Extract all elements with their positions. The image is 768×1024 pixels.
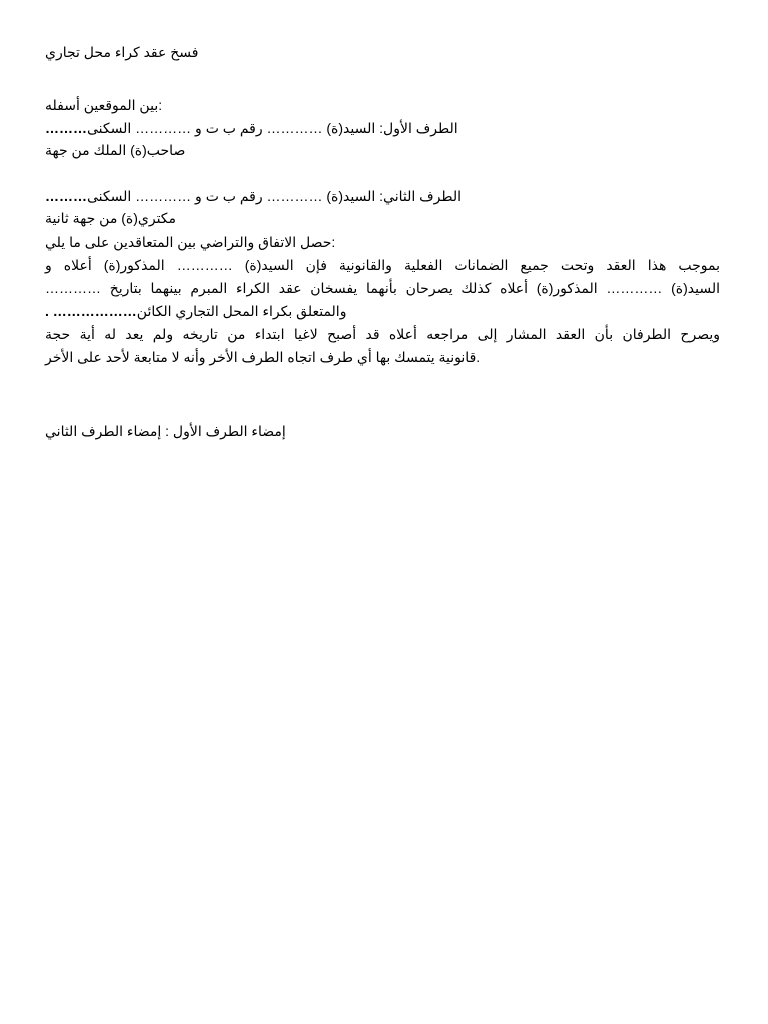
agreement-intro: :حصل الاتفاق والتراضي بين المتعاقدين على ما يلي: [45, 234, 336, 250]
first-party-dots: ………: [45, 120, 87, 136]
second-party-line: [45, 186, 465, 206]
second-party-text: الطرف الثاني: السيد(ة) ………… رقم ب ت و ………… السكنى: [87, 188, 465, 204]
body-line-5: .قانونية يتمسك بها أي طرف اتجاه الطرف الأخر وأنه لا متابعة لأحد على الأخر: [45, 349, 481, 365]
body-line-4: ويصرح الطرفان بأن العقد المشار إلى مراجعه أعلاه قد أصبح لاغيا ابتداء من تاريخه ولم يعد له أية حجة: [45, 326, 720, 342]
document-title: فسخ عقد كراء محل تجاري: [45, 44, 199, 60]
body-line-3-dots: . ………………: [45, 303, 137, 319]
body-line-1: بموجب هذا العقد وتحت جميع الضمانات الفعلية والقانونية فإن السيد(ة) ………… المذكور(ة) أعلاه و: [45, 257, 720, 273]
second-party-dots: ………: [45, 188, 87, 204]
first-party-text: الطرف الأول: السيد(ة) ………… رقم ب ت و ………… السكنى: [87, 120, 462, 136]
second-party-role: مكتري(ة) من جهة ثانية: [45, 210, 177, 226]
body-line-2: السيد(ة) ………… المذكور(ة) أعلاه كذلك يصرحان بأنهما يفسخان عقد الكراء المبرم بينهما بتاريخ …………: [45, 280, 720, 296]
first-party-line: [45, 118, 462, 138]
body-line-3: [45, 301, 350, 321]
signatures-line: إمضاء الطرف الأول : إمضاء الطرف الثاني: [45, 423, 286, 439]
first-party-role: صاحب(ة) الملك من جهة: [45, 142, 186, 158]
intro-line: :بين الموقعين أسفله: [45, 97, 163, 113]
body-line-3-text: والمتعلق بكراء المحل التجاري الكائن: [136, 303, 351, 319]
